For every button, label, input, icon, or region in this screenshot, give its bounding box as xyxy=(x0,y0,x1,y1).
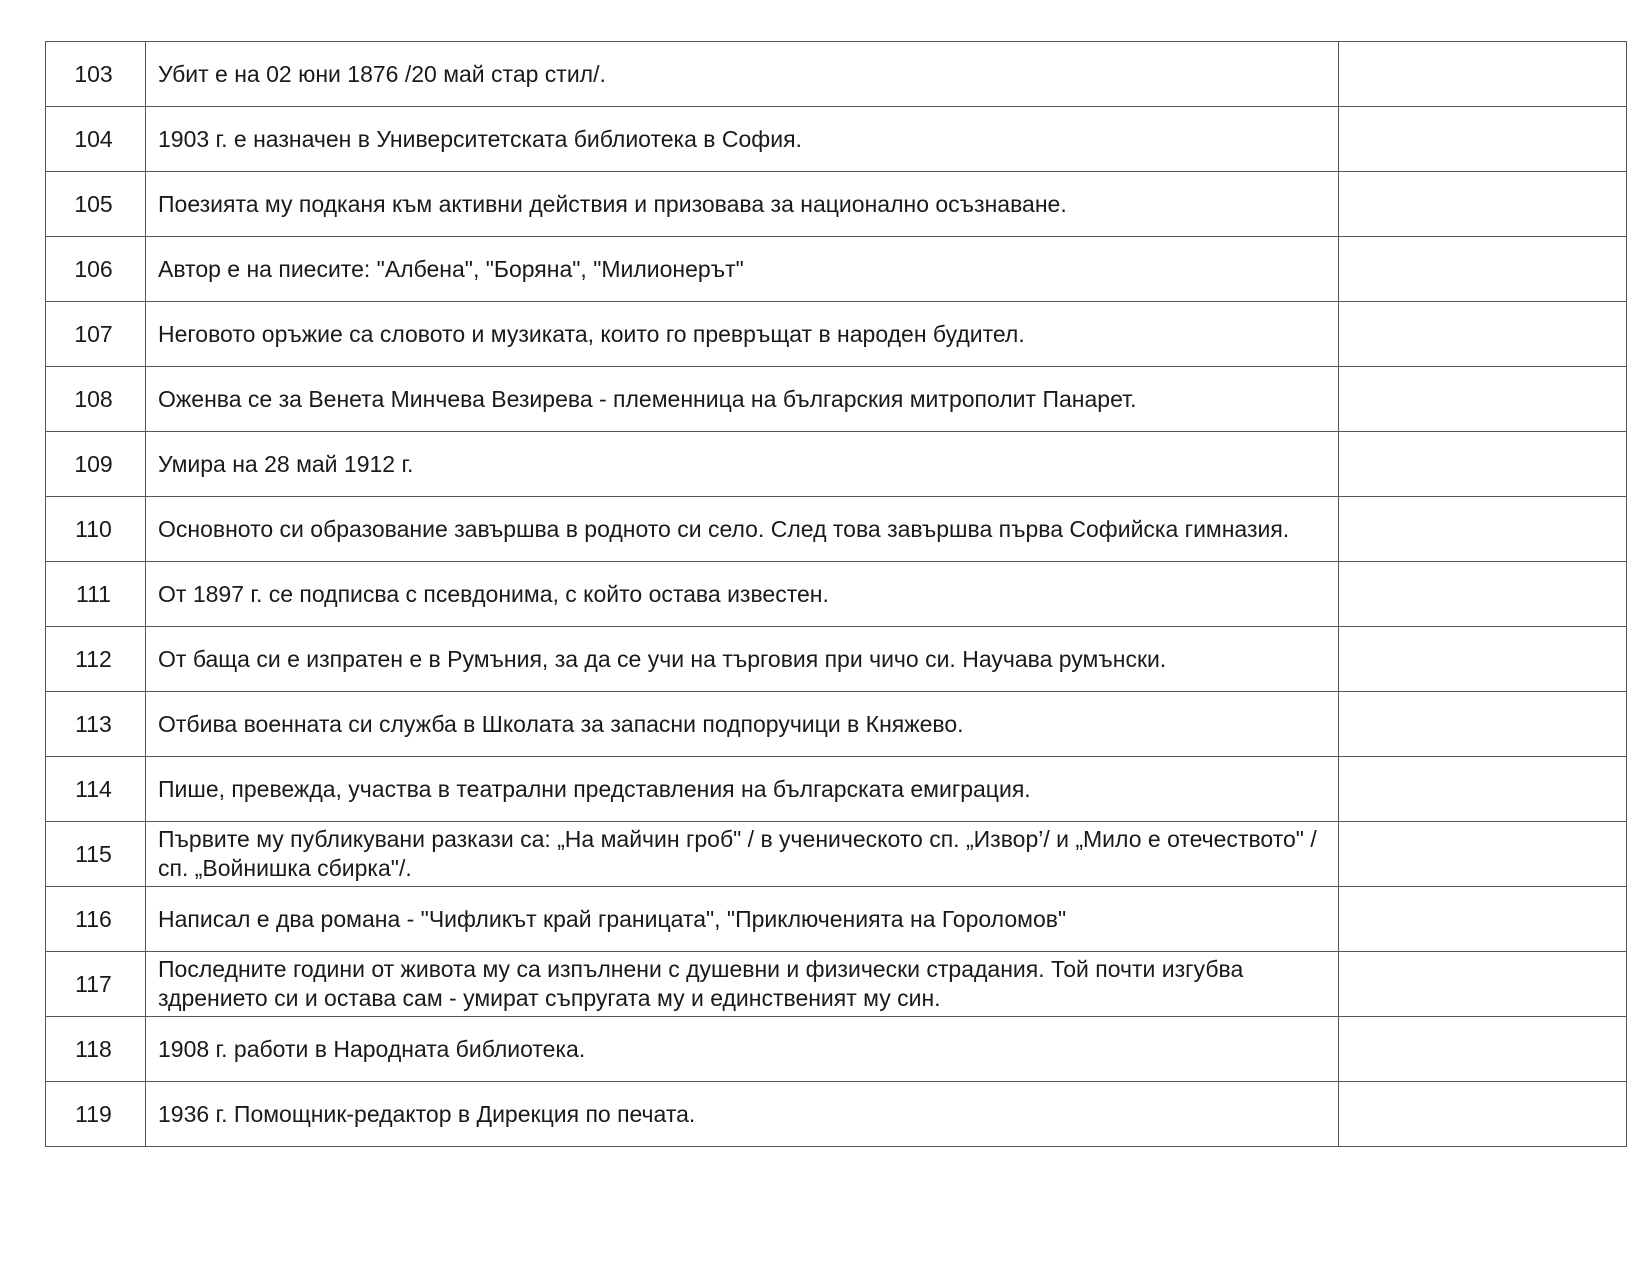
answer-cell[interactable] xyxy=(1339,1017,1627,1082)
answer-cell[interactable] xyxy=(1339,237,1627,302)
answer-cell[interactable] xyxy=(1339,497,1627,562)
row-number: 107 xyxy=(46,302,146,367)
row-statement: От 1897 г. се подписва с псевдонима, с който остава известен. xyxy=(146,562,1339,627)
row-statement: Поезията му подканя към активни действия и призовава за национално осъзнаване. xyxy=(146,172,1339,237)
row-number: 119 xyxy=(46,1082,146,1147)
row-statement: Пише, превежда, участва в театрални представления на българската емиграция. xyxy=(146,757,1339,822)
table-row xyxy=(46,822,1627,887)
row-number: 112 xyxy=(46,627,146,692)
table-row xyxy=(46,497,1627,562)
answer-cell[interactable] xyxy=(1339,432,1627,497)
row-number: 113 xyxy=(46,692,146,757)
row-number: 104 xyxy=(46,107,146,172)
table-row xyxy=(46,1017,1627,1082)
row-number: 118 xyxy=(46,1017,146,1082)
table-row xyxy=(46,302,1627,367)
answer-cell[interactable] xyxy=(1339,1082,1627,1147)
table-row xyxy=(46,757,1627,822)
table-row xyxy=(46,367,1627,432)
answer-cell[interactable] xyxy=(1339,42,1627,107)
answer-cell[interactable] xyxy=(1339,562,1627,627)
answer-cell[interactable] xyxy=(1339,107,1627,172)
table-row xyxy=(46,627,1627,692)
table-row xyxy=(46,237,1627,302)
answer-cell[interactable] xyxy=(1339,627,1627,692)
answer-cell[interactable] xyxy=(1339,952,1627,1017)
answer-cell[interactable] xyxy=(1339,172,1627,237)
row-number: 114 xyxy=(46,757,146,822)
row-statement: Отбива военната си служба в Школата за запасни подпоручици в Княжево. xyxy=(146,692,1339,757)
table-row xyxy=(46,432,1627,497)
answer-cell[interactable] xyxy=(1339,367,1627,432)
row-statement: Първите му публикувани разкази са: „На майчин гроб" / в ученическото сп. „Извор’/ и „Мило е отечеството" /сп. „Войнишка сбирка"/. xyxy=(146,822,1339,887)
table-row xyxy=(46,1082,1627,1147)
row-statement: Убит е на 02 юни 1876 /20 май стар стил/. xyxy=(146,42,1339,107)
table-row xyxy=(46,172,1627,237)
row-number: 115 xyxy=(46,822,146,887)
row-number: 106 xyxy=(46,237,146,302)
table-row xyxy=(46,42,1627,107)
row-statement: 1903 г. е назначен в Университетската библиотека в София. xyxy=(146,107,1339,172)
row-number: 117 xyxy=(46,952,146,1017)
row-number: 110 xyxy=(46,497,146,562)
table-row xyxy=(46,107,1627,172)
row-statement: Неговото оръжие са словото и музиката, които го превръщат в народен будител. xyxy=(146,302,1339,367)
answer-cell[interactable] xyxy=(1339,887,1627,952)
table-row xyxy=(46,887,1627,952)
row-statement: От баща си е изпратен е в Румъния, за да се учи на търговия при чичо си. Научава румънски. xyxy=(146,627,1339,692)
facts-table xyxy=(45,41,1627,1147)
row-statement: Умира на 28 май 1912 г. xyxy=(146,432,1339,497)
answer-cell[interactable] xyxy=(1339,692,1627,757)
facts-table-body xyxy=(46,42,1627,1147)
row-number: 103 xyxy=(46,42,146,107)
answer-cell[interactable] xyxy=(1339,757,1627,822)
row-statement: 1908 г. работи в Народната библиотека. xyxy=(146,1017,1339,1082)
row-statement: Последните години от живота му са изпълнени с душевни и физически страдания. Той почти изгубва здрението си и остава сам - умират съпругата му и единственият му син. xyxy=(146,952,1339,1017)
answer-cell[interactable] xyxy=(1339,302,1627,367)
row-number: 111 xyxy=(46,562,146,627)
table-row xyxy=(46,952,1627,1017)
row-number: 116 xyxy=(46,887,146,952)
answer-cell[interactable] xyxy=(1339,822,1627,887)
row-number: 109 xyxy=(46,432,146,497)
row-number: 108 xyxy=(46,367,146,432)
row-number: 105 xyxy=(46,172,146,237)
row-statement: 1936 г. Помощник-редактор в Дирекция по печата. xyxy=(146,1082,1339,1147)
row-statement: Написал е два романа - "Чифликът край границата", "Приключенията на Гороломов" xyxy=(146,887,1339,952)
table-row xyxy=(46,562,1627,627)
row-statement: Основното си образование завършва в родното си село. След това завършва първа Софийска гимназия. xyxy=(146,497,1339,562)
row-statement: Оженва се за Венета Минчева Везирева - племенница на българския митрополит Панарет. xyxy=(146,367,1339,432)
row-statement: Автор е на пиесите: "Албена", "Боряна", "Милионерът" xyxy=(146,237,1339,302)
table-row xyxy=(46,692,1627,757)
